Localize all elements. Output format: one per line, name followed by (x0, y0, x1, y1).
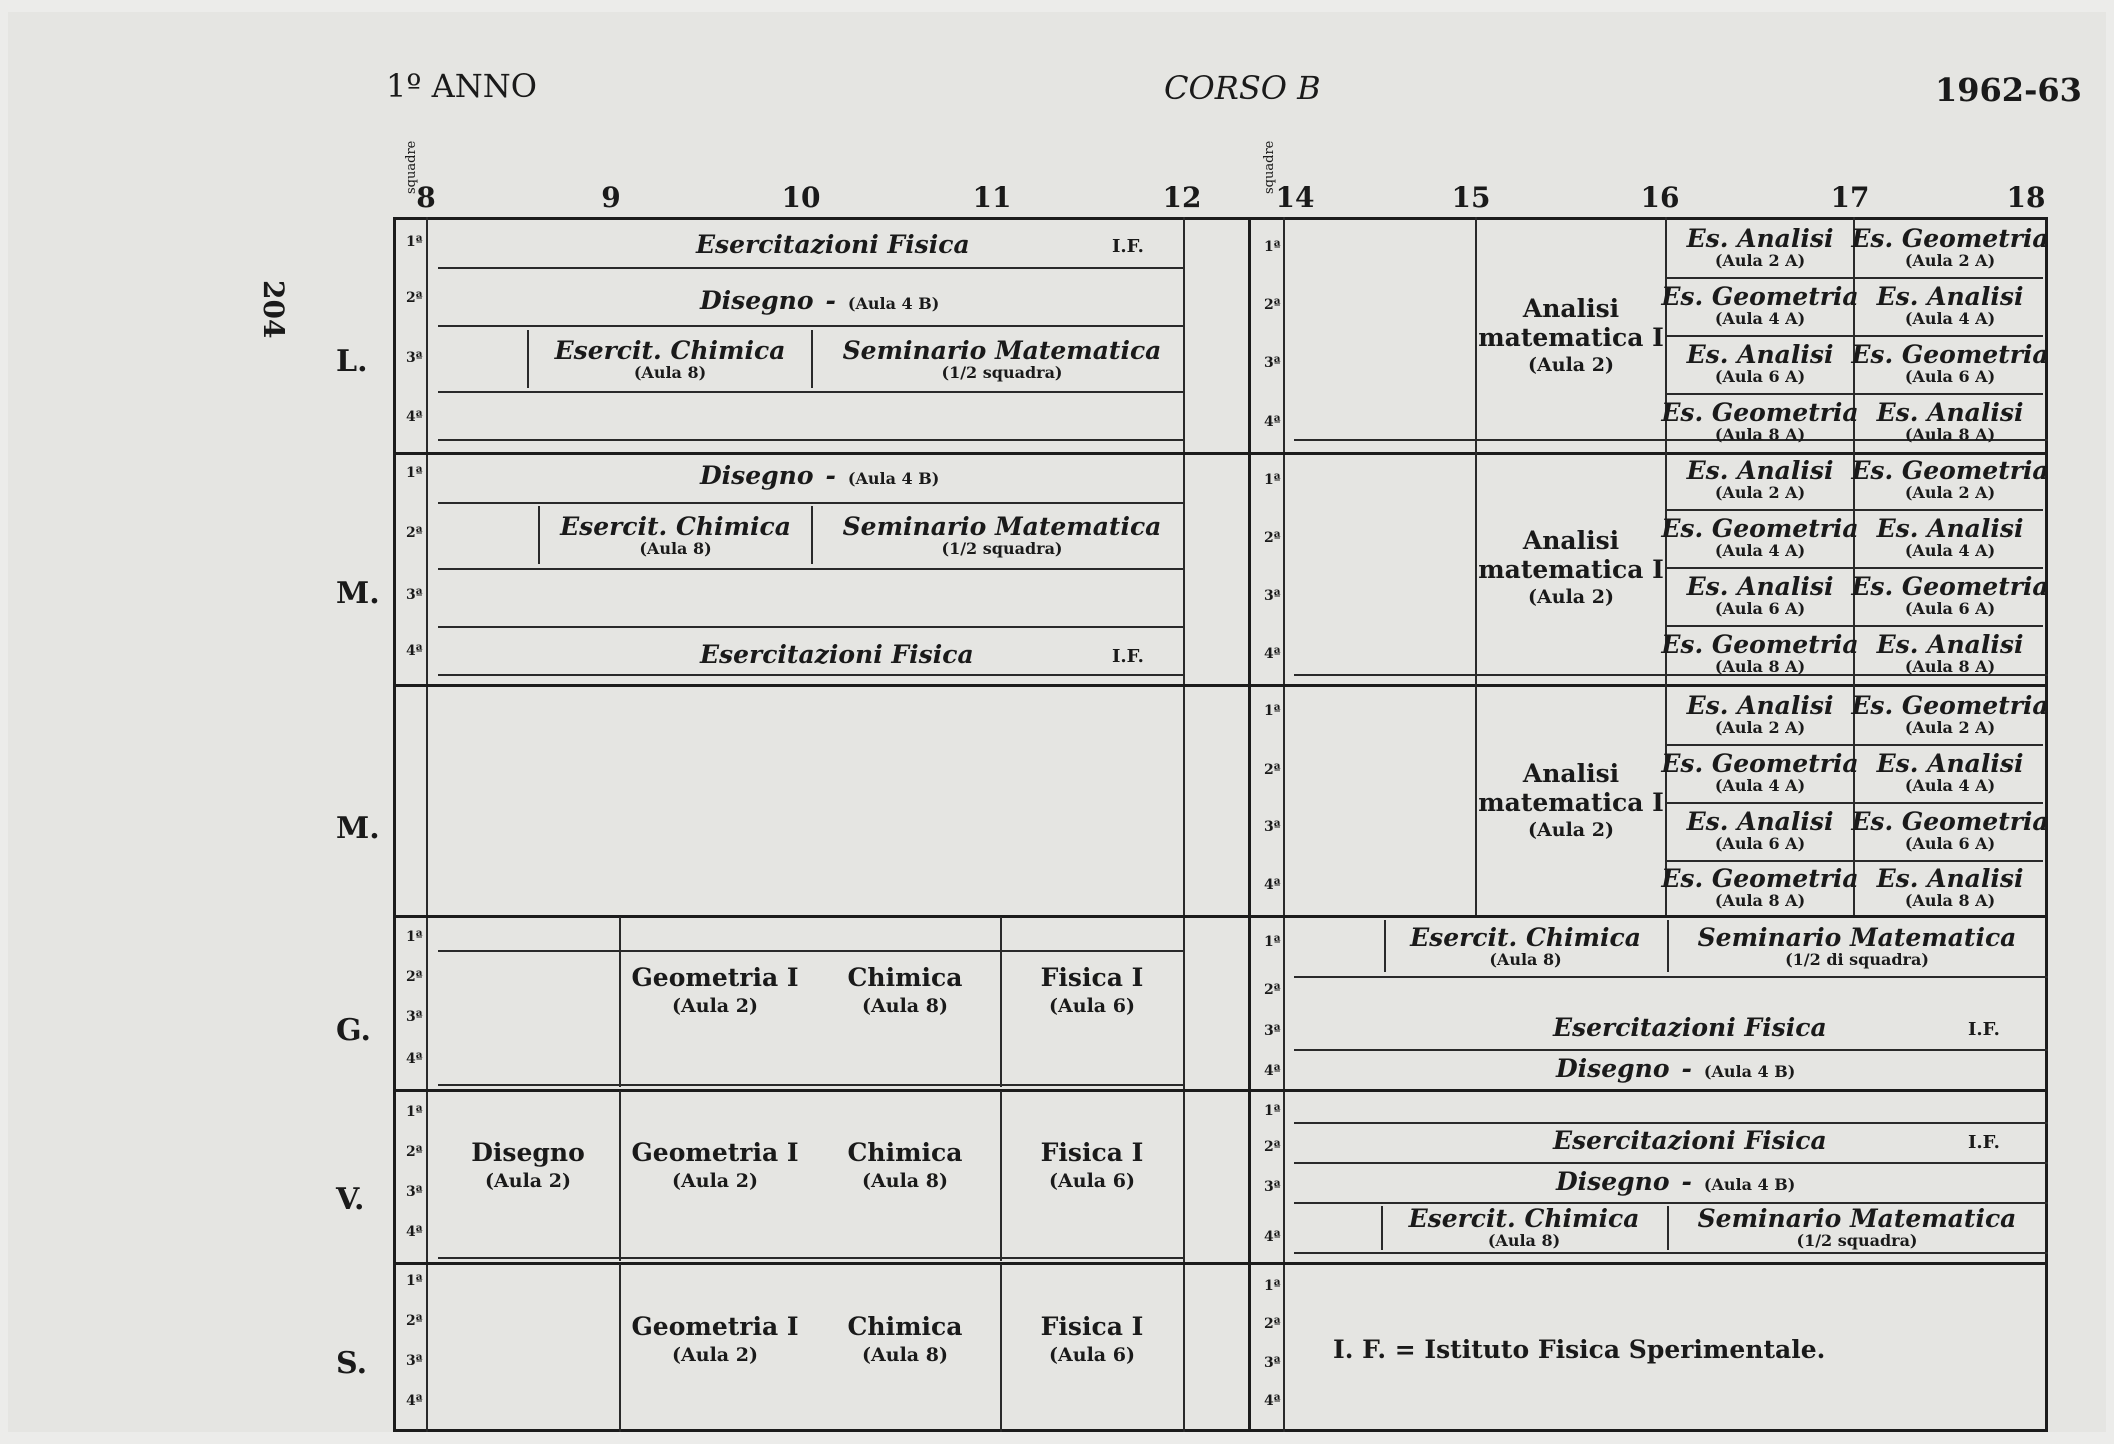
course-title: CORSO B (1164, 69, 1321, 107)
event-note: (1/2 di squadra) (1785, 950, 1929, 970)
row-line (438, 950, 1183, 952)
event-es (1851, 569, 2049, 623)
event-title: Es. Geometria (1851, 456, 2049, 486)
event-title: Es. Geometria (1851, 340, 2049, 370)
event-es (1667, 569, 1853, 623)
event-title: Seminario Matematica (842, 512, 1162, 542)
event-es (1667, 337, 1853, 391)
event-title: Esercit. Chimica (1408, 1204, 1640, 1234)
noon-divider (1183, 217, 1185, 1432)
hour-label: 11 (972, 181, 1012, 214)
event-es (1667, 221, 1853, 275)
event-title: Es. Geometria (1851, 691, 2049, 721)
squad-number: 3ª (406, 587, 423, 603)
event-room: (Aula 8) (862, 1170, 948, 1193)
event-room: (Aula 2 A) (1904, 483, 1996, 503)
event-title: Es. Analisi (1686, 456, 1834, 486)
event-title: Disegno (1556, 1054, 1670, 1083)
row-line (438, 1084, 1183, 1086)
event-title: Es. Geometria (1661, 282, 1859, 312)
event-analisi-matematica (1477, 747, 1665, 857)
hour-label: 12 (1162, 181, 1202, 214)
squad-number: 3ª (406, 1009, 423, 1025)
event-title: Disegno (471, 1138, 585, 1168)
hour-label: 18 (2006, 181, 2046, 214)
event-geometria (620, 1132, 810, 1202)
squad-number: 4ª (1264, 1063, 1281, 1079)
event-es (1667, 453, 1853, 507)
event-room: (Aula 6 A) (1714, 367, 1806, 387)
event-title: Geometria I (631, 1138, 799, 1168)
squad-number: 3ª (1264, 1179, 1281, 1195)
event-room: (Aula 2 A) (1714, 718, 1806, 738)
event-es (1661, 395, 1859, 449)
event-note: (1/2 squadra) (941, 363, 1063, 383)
event-es (1851, 337, 2049, 391)
row-line (1294, 1049, 2048, 1051)
event-title: Seminario Matematica (842, 336, 1162, 366)
event-esercit-chimica (529, 334, 811, 386)
event-title: Es. Geometria (1851, 807, 2049, 837)
event-geometria (620, 1306, 810, 1376)
row-line (438, 674, 1183, 676)
event-title: matematica I (1478, 787, 1664, 817)
event-title: Es. Analisi (1876, 282, 2024, 312)
event-title: Analisi (1522, 525, 1620, 555)
event-es (1855, 511, 2045, 565)
row-line (1294, 976, 2048, 978)
event-room: (Aula 8 A) (1714, 657, 1806, 677)
event-room: (Aula 4 A) (1904, 776, 1996, 796)
event-title: Chimica (847, 1138, 963, 1168)
event-title: Disegno (700, 286, 814, 315)
squad-number: 2ª (1264, 1139, 1281, 1155)
event-title: Fisica I (1040, 963, 1144, 993)
event-seminario-matematica (813, 510, 1191, 562)
event-room: (Aula 4 A) (1714, 309, 1806, 329)
event-title: Seminario Matematica (1697, 923, 2017, 953)
event-es (1851, 804, 2049, 858)
event-esercit-chimica (540, 510, 811, 562)
event-es (1855, 862, 2045, 914)
squad-number: 4ª (1264, 646, 1281, 662)
row-line (438, 391, 1183, 393)
event-title: Es. Analisi (1876, 864, 2024, 894)
squad-number: 4ª (1264, 414, 1281, 430)
hour-label: 17 (1830, 181, 1870, 214)
event-title: Es. Geometria (1851, 572, 2049, 602)
event-title: Es. Analisi (1686, 224, 1834, 254)
row-line (438, 502, 1183, 504)
event-esercitazioni-fisica (696, 232, 970, 258)
event-room: (Aula 4 B) (847, 294, 940, 313)
if-abbrev: I.F. (1968, 1132, 2000, 1153)
event-title: Esercitazioni Fisica (696, 230, 970, 259)
squad-number: 1ª (1264, 934, 1281, 950)
squad-number: 1ª (406, 1273, 423, 1289)
event-title: Esercitazioni Fisica (1553, 1013, 1827, 1042)
event-es (1661, 627, 1859, 681)
row-line (438, 325, 1183, 327)
hour-label: 14 (1275, 181, 1315, 214)
event-room: (Aula 4 A) (1714, 541, 1806, 561)
event-room: (Aula 8) (1489, 950, 1562, 970)
squad-column-divider (1283, 217, 1285, 1432)
squadre-label-morning: squadre (404, 140, 419, 194)
event-title: Es. Analisi (1686, 572, 1834, 602)
event-title: Es. Analisi (1876, 630, 2024, 660)
event-title: Chimica (847, 1312, 963, 1342)
squad-number: 4ª (406, 409, 423, 425)
event-fisica (1001, 957, 1183, 1027)
event-title: Es. Geometria (1661, 398, 1859, 428)
academic-year: 1962-63 (1935, 71, 2082, 109)
row-line (438, 626, 1183, 628)
event-room: (Aula 8 A) (1904, 425, 1996, 445)
event-es (1855, 627, 2045, 681)
squad-number: 2ª (406, 290, 423, 306)
event-seminario-matematica (813, 334, 1191, 386)
row-line (1294, 1122, 2048, 1124)
event-es (1855, 395, 2045, 449)
event-disegno (700, 288, 939, 314)
day-label-saturday: S. (336, 1346, 368, 1381)
event-esercit-chimica (1383, 1206, 1665, 1250)
event-es (1661, 511, 1859, 565)
timetable-page (8, 12, 2106, 1432)
event-room: (Aula 6 A) (1904, 599, 1996, 619)
squad-number: 1ª (1264, 1103, 1281, 1119)
hour-label: 8 (416, 181, 436, 214)
event-room: (Aula 2) (1528, 586, 1614, 609)
squad-number: 2ª (1264, 297, 1281, 313)
event-room: (Aula 8 A) (1904, 891, 1996, 911)
squad-number: 1ª (1264, 239, 1281, 255)
event-note: (1/2 squadra) (941, 539, 1063, 559)
break-divider (1248, 217, 1251, 1432)
event-title: Es. Analisi (1686, 807, 1834, 837)
event-room: (Aula 6 A) (1904, 834, 1996, 854)
squad-number: 2ª (406, 1144, 423, 1160)
event-es (1855, 279, 2045, 333)
event-title: Fisica I (1040, 1312, 1144, 1342)
squad-number: 2ª (1264, 762, 1281, 778)
event-room: (Aula 8) (633, 363, 707, 383)
squad-number: 2ª (406, 969, 423, 985)
event-room: (Aula 2) (485, 1170, 571, 1193)
squad-number: 3ª (1264, 819, 1281, 835)
event-room: (Aula 4 A) (1904, 309, 1996, 329)
event-esercit-chimica (1386, 922, 1665, 972)
event-disegno (1556, 1169, 1795, 1195)
event-note: (1/2 squadra) (1796, 1231, 1918, 1251)
hour-label: 15 (1451, 181, 1491, 214)
event-title: Seminario Matematica (1697, 1204, 2017, 1234)
event-title: Es. Analisi (1876, 749, 2024, 779)
squad-number: 4ª (406, 1051, 423, 1067)
dash: - (825, 286, 836, 315)
event-title: Disegno (700, 461, 814, 490)
day-separator (393, 684, 2048, 687)
day-separator (393, 1262, 2048, 1265)
squad-number: 4ª (406, 1393, 423, 1409)
squad-number: 4ª (1264, 1229, 1281, 1245)
event-room: (Aula 4 A) (1714, 776, 1806, 796)
event-room: (Aula 8) (862, 1344, 948, 1367)
row-line (438, 568, 1183, 570)
year-label: 1º ANNO (386, 67, 537, 105)
event-room: (Aula 2) (1528, 819, 1614, 842)
event-esercitazioni-fisica (1553, 1015, 1827, 1041)
event-es (1667, 804, 1853, 858)
event-es (1661, 746, 1859, 800)
event-room: (Aula 8) (1487, 1231, 1561, 1251)
hour-label: 9 (601, 181, 621, 214)
event-chimica (810, 1132, 1000, 1202)
event-chimica (810, 957, 1000, 1027)
squad-number: 3ª (1264, 1355, 1281, 1371)
event-room: (Aula 8 A) (1714, 891, 1806, 911)
event-title: Esercit. Chimica (1410, 923, 1641, 953)
day-label-tuesday: M. (336, 576, 380, 611)
day-label-wednesday: M. (336, 811, 380, 846)
hour-label: 10 (781, 181, 821, 214)
squad-number: 1ª (1264, 703, 1281, 719)
event-room: (Aula 2) (672, 1170, 758, 1193)
event-room: (Aula 2) (672, 995, 758, 1018)
event-title: Es. Geometria (1661, 749, 1859, 779)
dash: - (1681, 1054, 1692, 1083)
squad-number: 4ª (1264, 877, 1281, 893)
event-room: (Aula 8) (639, 539, 712, 559)
event-title: matematica I (1478, 554, 1664, 584)
squad-number: 2ª (1264, 1316, 1281, 1332)
dash: - (1681, 1167, 1692, 1196)
event-disegno (700, 463, 939, 489)
event-disegno (438, 1132, 618, 1202)
event-seminario-matematica (1669, 1206, 2045, 1250)
event-title: Es. Geometria (1661, 514, 1859, 544)
squad-number: 2ª (1264, 982, 1281, 998)
squad-number: 4ª (1264, 1393, 1281, 1409)
event-es (1851, 688, 2049, 742)
event-room: (Aula 4 B) (1703, 1062, 1796, 1081)
if-abbrev: I.F. (1112, 236, 1144, 257)
squad-number: 3ª (406, 1184, 423, 1200)
event-title: Es. Geometria (1661, 630, 1859, 660)
squad-column-divider (426, 217, 428, 1432)
event-title: Analisi (1522, 293, 1620, 323)
event-room: (Aula 6 A) (1714, 599, 1806, 619)
squad-number: 1ª (406, 465, 423, 481)
event-fisica (1001, 1132, 1183, 1202)
squad-number: 1ª (406, 929, 423, 945)
squadre-label-afternoon: squadre (1262, 140, 1277, 194)
legend-text: I. F. = Istituto Fisica Sperimentale. (1333, 1335, 1826, 1364)
squad-number: 1ª (1264, 472, 1281, 488)
squad-number: 4ª (406, 643, 423, 659)
squad-number: 3ª (1264, 355, 1281, 371)
event-title: Disegno (1556, 1167, 1670, 1196)
row-line (438, 439, 1183, 441)
row-line (1294, 1162, 2048, 1164)
event-room: (Aula 6) (1049, 1170, 1135, 1193)
event-title: Geometria I (631, 1312, 799, 1342)
event-room: (Aula 6 A) (1904, 367, 1996, 387)
squad-number: 3ª (1264, 588, 1281, 604)
event-room: (Aula 2 A) (1904, 251, 1996, 271)
event-room: (Aula 8 A) (1904, 657, 1996, 677)
event-es (1855, 746, 2045, 800)
day-label-monday: L. (336, 344, 368, 379)
event-title: Esercitazioni Fisica (1553, 1126, 1827, 1155)
event-room: (Aula 4 B) (1703, 1175, 1796, 1194)
event-analisi-matematica (1477, 282, 1665, 392)
event-esercitazioni-fisica (700, 642, 974, 668)
event-title: Es. Analisi (1686, 340, 1834, 370)
squad-number: 3ª (406, 350, 423, 366)
event-title: Es. Analisi (1876, 514, 2024, 544)
event-title: matematica I (1478, 322, 1664, 352)
event-room: (Aula 6 A) (1714, 834, 1806, 854)
squad-number: 3ª (406, 1353, 423, 1369)
event-title: Analisi (1522, 758, 1620, 788)
event-es (1661, 862, 1859, 914)
event-room: (Aula 8 A) (1714, 425, 1806, 445)
event-geometria (620, 957, 810, 1027)
event-title: Esercit. Chimica (554, 336, 786, 366)
page-number: 204 (257, 280, 290, 339)
event-chimica (810, 1306, 1000, 1376)
event-room: (Aula 2 A) (1714, 483, 1806, 503)
event-room: (Aula 6) (1049, 995, 1135, 1018)
event-room: (Aula 4 A) (1904, 541, 1996, 561)
event-room: (Aula 2) (1528, 354, 1614, 377)
event-title: Fisica I (1040, 1138, 1144, 1168)
event-fisica (1001, 1306, 1183, 1376)
event-room: (Aula 6) (1049, 1344, 1135, 1367)
event-es (1851, 221, 2049, 275)
event-room: (Aula 2 A) (1904, 718, 1996, 738)
row-line (1294, 1252, 2048, 1254)
event-room: (Aula 2 A) (1714, 251, 1806, 271)
event-es (1661, 279, 1859, 333)
row-line (438, 267, 1183, 269)
if-abbrev: I.F. (1968, 1019, 2000, 1040)
squad-number: 4ª (406, 1224, 423, 1240)
squad-number: 3ª (1264, 1023, 1281, 1039)
event-title: Es. Analisi (1876, 398, 2024, 428)
event-room: (Aula 8) (862, 995, 948, 1018)
event-title: Es. Analisi (1686, 691, 1834, 721)
day-label-friday: V. (336, 1182, 365, 1217)
day-separator (393, 1089, 2048, 1092)
day-separator (393, 915, 2048, 918)
hour-label: 16 (1640, 181, 1680, 214)
event-analisi-matematica (1477, 514, 1665, 624)
dash: - (825, 461, 836, 490)
event-es (1667, 688, 1853, 742)
event-title: Esercitazioni Fisica (700, 640, 974, 669)
event-title: Es. Geometria (1661, 864, 1859, 894)
event-esercitazioni-fisica (1553, 1128, 1827, 1154)
if-abbrev: I.F. (1112, 646, 1144, 667)
squad-number: 1ª (1264, 1278, 1281, 1294)
row-line (438, 1257, 1183, 1259)
event-seminario-matematica (1669, 922, 2045, 972)
squad-number: 2ª (1264, 530, 1281, 546)
event-room: (Aula 4 B) (847, 469, 940, 488)
event-es (1851, 453, 2049, 507)
squad-number: 1ª (406, 1104, 423, 1120)
day-label-thursday: G. (336, 1013, 371, 1048)
event-title: Geometria I (631, 963, 799, 993)
event-title: Esercit. Chimica (560, 512, 791, 542)
event-title: Es. Geometria (1851, 224, 2049, 254)
event-title: Chimica (847, 963, 963, 993)
event-disegno (1556, 1056, 1795, 1082)
squad-number: 1ª (406, 234, 423, 250)
squad-number: 2ª (406, 1313, 423, 1329)
squad-number: 2ª (406, 525, 423, 541)
event-room: (Aula 2) (672, 1344, 758, 1367)
